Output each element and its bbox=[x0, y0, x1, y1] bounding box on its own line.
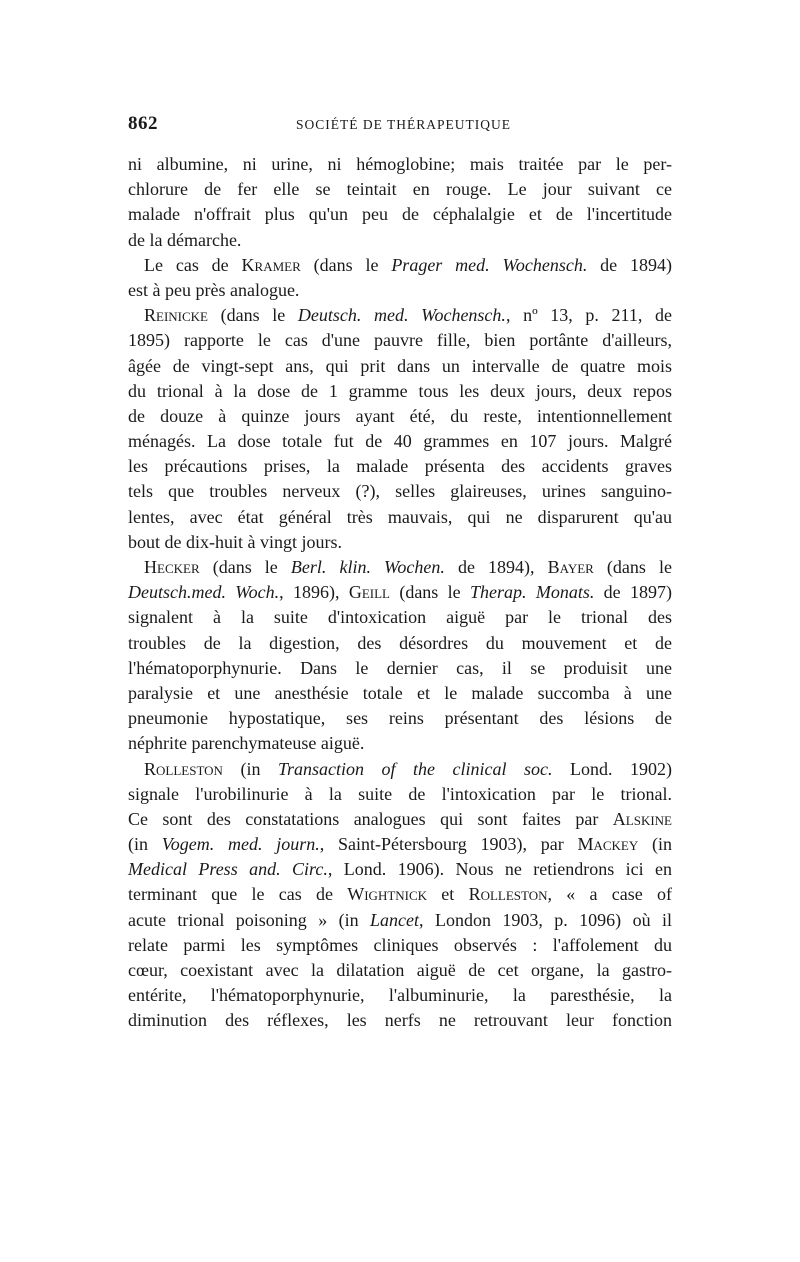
text-run: (dans le bbox=[208, 305, 298, 326]
author-name: Alskine bbox=[612, 808, 672, 829]
text-line bbox=[128, 253, 672, 278]
running-title: SOCIÉTÉ DE THÉRAPEUTIQUE bbox=[296, 117, 511, 132]
text-line: ni albumine, ni urine, ni hémoglobine; mais traitée par le per- bbox=[128, 154, 672, 174]
text-line bbox=[128, 807, 672, 832]
text-line: signale l'urobilinurie à la suite de l'intoxication par le trional. bbox=[128, 783, 672, 804]
text-line bbox=[128, 908, 672, 933]
text-line bbox=[128, 555, 672, 580]
text-line: paralysie et une anesthésie totale et le malade succomba à une bbox=[128, 682, 672, 703]
text-run: , London 1903, p. 1096) où il bbox=[419, 909, 672, 930]
text-run: Lond. 1902) bbox=[552, 758, 672, 779]
text-line: l'hématoporphynurie. Dans le dernier cas, il se produisit une bbox=[128, 657, 672, 678]
text-run: , Saint-Pétersbourg 1903), par bbox=[319, 834, 578, 855]
author-name: Kramer bbox=[241, 254, 301, 275]
journal-title: Vogem. med. journ. bbox=[161, 834, 320, 855]
text-line: tels que troubles nerveux (?), selles glaireuses, urines sanguino- bbox=[128, 481, 672, 502]
text-run: , nº 13, p. 211, de bbox=[505, 305, 672, 326]
text-run: de 1894), bbox=[444, 557, 548, 577]
text-line bbox=[128, 303, 672, 328]
text-run: (in bbox=[222, 758, 278, 779]
journal-title: Prager med. Wochensch. bbox=[391, 254, 588, 275]
text-run: (dans le bbox=[300, 254, 392, 275]
text-line bbox=[128, 857, 672, 882]
journal-title: Deutsch.med. Woch. bbox=[128, 582, 280, 603]
author-name: Geill bbox=[348, 582, 390, 603]
text-line bbox=[128, 580, 672, 605]
journal-title: Therap. Monats. bbox=[469, 582, 595, 603]
text-line: néphrite parenchymateuse aiguë. bbox=[128, 733, 365, 754]
text-run: (dans le bbox=[199, 557, 291, 577]
text-line: de douze à quinze jours ayant été, du reste, intentionnellement bbox=[128, 405, 672, 426]
text-run: Ce sont des constatations analogues qui sont faites par bbox=[128, 808, 613, 829]
text-run: , Lond. 1906). Nous ne retiendrons ici en bbox=[327, 859, 672, 880]
author-name: Bayer bbox=[547, 557, 594, 577]
text-line: pneumonie hypostatique, ses reins présentant des lésions de bbox=[128, 708, 672, 729]
author-name: Mackey bbox=[577, 834, 639, 855]
text-line: malade n'offrait plus qu'un peu de céphalalgie et de l'incertitude bbox=[128, 204, 672, 225]
text-run: de 1897) bbox=[594, 582, 672, 603]
text-line: signalent à la suite d'intoxication aiguë par le trional des bbox=[128, 607, 672, 628]
text-run: (dans le bbox=[389, 582, 470, 603]
author-name: Reinicke bbox=[144, 305, 208, 326]
journal-title: Berl. klin. Wochen. bbox=[290, 557, 445, 577]
text-line: âgée de vingt-sept ans, qui prit dans un intervalle de quatre mois bbox=[128, 355, 672, 376]
text-line: est à peu près analogue. bbox=[128, 279, 300, 300]
text-run: (in bbox=[128, 834, 162, 855]
journal-title: Deutsch. med. Wochensch. bbox=[297, 305, 506, 326]
text-run: terminant que le cas de bbox=[128, 884, 348, 905]
journal-title: and. Circ. bbox=[249, 859, 328, 880]
text-line: de la démarche. bbox=[128, 229, 242, 250]
author-name: Rolleston bbox=[144, 758, 223, 779]
author-name: Hecker bbox=[144, 557, 200, 577]
text-line: du trional à la dose de 1 gramme tous les deux jours, deux repos bbox=[128, 380, 672, 401]
text-line: 1895) rapporte le cas d'une pauvre fille, bien portânte d'ailleurs, bbox=[128, 330, 672, 351]
text-line: bout de dix-huit à vingt jours. bbox=[128, 531, 342, 552]
text-line: ménagés. La dose totale fut de 40 grammes en 107 jours. Malgré bbox=[128, 431, 672, 452]
text-line: diminution des réflexes, les nerfs ne retrouvant leur fonction bbox=[128, 1010, 672, 1031]
text-line: chlorure de fer elle se teintait en rouge. Le jour suivant ce bbox=[128, 179, 672, 200]
text-run: (in bbox=[638, 834, 673, 855]
text-run: , 1896), bbox=[279, 582, 349, 603]
text-line bbox=[128, 832, 672, 857]
journal-title: Transaction of the clinical soc. bbox=[277, 758, 553, 779]
text-run: de 1894) bbox=[587, 254, 673, 275]
text-run: Le cas de bbox=[144, 254, 242, 275]
author-name: Rolleston bbox=[468, 884, 548, 905]
text-line: cœur, coexistant avec la dilatation aiguë de cet organe, la gastro- bbox=[128, 960, 672, 980]
text-run: (dans le bbox=[593, 557, 673, 577]
author-name: Wightnick bbox=[347, 884, 428, 905]
text-line: troubles de la digestion, des désordres du mouvement et de bbox=[128, 632, 672, 653]
text-line: relate parmi les symptômes cliniques observés : l'affolement du bbox=[128, 934, 672, 955]
page-header bbox=[128, 113, 668, 143]
text-run: et bbox=[427, 884, 469, 905]
page-number: 862 bbox=[128, 113, 158, 134]
text-run: acute trional poisoning » (in bbox=[128, 909, 371, 930]
text-line: lentes, avec état général très mauvais, qui ne disparurent qu'au bbox=[128, 506, 672, 527]
text-line bbox=[128, 757, 672, 782]
body-text bbox=[128, 152, 672, 1034]
text-line: entérite, l'hématoporphynurie, l'albuminurie, la paresthésie, la bbox=[128, 985, 672, 1006]
journal-title: Lancet bbox=[370, 909, 420, 930]
text-line: les précautions prises, la malade présenta des accidents graves bbox=[128, 456, 672, 477]
journal-title: Medical Press bbox=[128, 859, 250, 880]
text-line bbox=[128, 882, 672, 907]
text-run: , « a case of bbox=[547, 884, 672, 905]
